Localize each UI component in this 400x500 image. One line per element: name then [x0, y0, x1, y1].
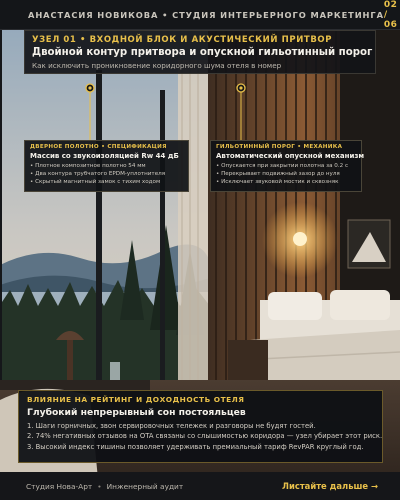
- separator-dot: •: [97, 481, 102, 491]
- callout-label: ГИЛЬОТИННЫЙ ПОРОГ • МЕХАНИКА: [216, 144, 343, 150]
- audit-label: Инженерный аудит: [106, 481, 184, 491]
- brand-line: АНАСТАСИЯ НОВИКОВА • СТУДИЯ ИНТЕРЬЕРНОГО МАРКЕТИНГА: [28, 9, 384, 20]
- callout-heading: Автоматический опускной механизм: [216, 152, 365, 160]
- footer-studio: [26, 482, 183, 491]
- list-item: 2. 74% негативных отзывов на OTA связаны со слышимостью коридора — узел убирает этот риск.: [27, 432, 383, 441]
- callout-door-leaf: [24, 140, 189, 192]
- page-counter: 02 / 06: [383, 0, 398, 30]
- node-kicker: УЗЕЛ 01 • ВХОДНОЙ БЛОК И АКУСТИЧЕСКИЙ ПРИТВОР: [32, 35, 333, 45]
- list-item: • Два контура трубчатого EPDM-уплотнителя: [30, 170, 183, 178]
- list-item: 1. Шаги горничных, звон сервировочных тележек и разговоры не будят гостей.: [27, 422, 316, 430]
- callout-heading: Массив со звукоизоляцией Rw 44 дБ: [30, 152, 179, 160]
- header-panel: [24, 30, 376, 74]
- impact-list: [27, 421, 383, 452]
- scroll-next-link[interactable]: Листайте дальше →: [282, 481, 378, 491]
- list-item: • Перекрывает подвижный зазор до нуля: [216, 170, 356, 178]
- callout-list: [30, 162, 183, 186]
- callout-list: [216, 162, 356, 186]
- footer-bar: [0, 472, 400, 500]
- studio-name: Студия Нова-Арт: [26, 481, 93, 491]
- list-item: • Исключает звуковой мостик и сквозняк: [216, 178, 356, 186]
- list-item: 3. Высокий индекс тишины позволяет удерживать премиальный тариф RevPAR круглый год.: [27, 442, 364, 451]
- top-bar: [0, 0, 400, 30]
- page-title: Двойной контур притвора и опускной гильотинный порог: [32, 47, 373, 58]
- impact-heading: Глубокий непрерывный сон постояльцев: [27, 407, 246, 418]
- impact-panel: [18, 390, 383, 463]
- list-item: • Опускается при закрытии полотна за 0.2 с: [216, 162, 356, 170]
- callout-label: ДВЕРНОЕ ПОЛОТНО • СПЕЦИФИКАЦИЯ: [30, 144, 167, 150]
- list-item: • Плотное композитное полотно 54 мм: [30, 162, 183, 170]
- callout-threshold: [210, 140, 365, 192]
- page-subtitle: Как исключить проникновение коридорного шума отеля в номер: [32, 61, 282, 70]
- list-item: • Скрытый магнитный замок с тихим ходом: [30, 178, 183, 186]
- impact-label: ВЛИЯНИЕ НА РЕЙТИНГ И ДОХОДНОСТЬ ОТЕЛЯ: [27, 395, 245, 404]
